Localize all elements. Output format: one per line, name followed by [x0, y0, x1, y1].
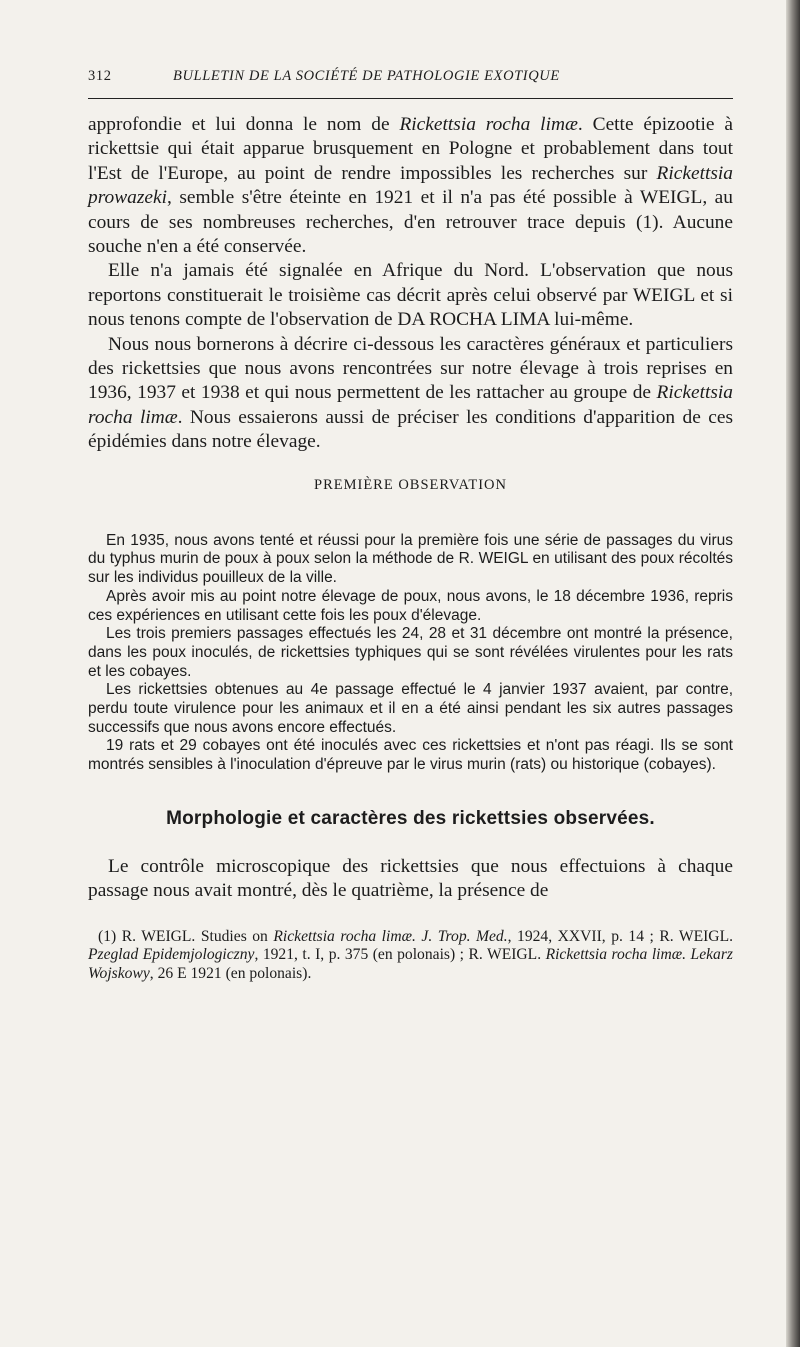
header-rule	[88, 98, 733, 99]
page-number: 312	[88, 68, 112, 84]
running-head	[88, 68, 733, 94]
species-name: Rickettsia prowazeki	[88, 162, 733, 209]
footnote: (1) R. WEIGL. Studies on Rickettsia rocha limæ. J. Trop. Med., 1924, XXVII, p. 14 ; R. WEIGL. Pzeglad Epidemjologiczny, 1921, t. I, p. 375 (en polonais) ; R. WEIGL. Rickettsia rocha limæ. Lekarz Wojskowy, 26 E 1921 (en polonais).	[88, 927, 733, 982]
journal-title: BULLETIN DE LA SOCIÉTÉ DE PATHOLOGIE EXOTIQUE	[173, 68, 560, 84]
page-body	[88, 113, 733, 983]
book-spine-edge	[786, 0, 800, 1347]
footnotes	[88, 928, 733, 984]
observation-block	[88, 532, 733, 775]
observation-paragraph: Après avoir mis au point notre élevage de poux, nous avons, le 18 décembre 1936, repris ces expériences en utilisant cette fois les poux d'élevage.	[88, 587, 733, 624]
species-name: Rickettsia rocha limæ	[399, 114, 578, 135]
observation-paragraph: Les rickettsies obtenues au 4e passage effectué le 4 janvier 1937 avaient, par contre, perdu toute virulence pour les animaux et il en a été ainsi pendant les six autres passages successifs que nous avons encore effectués.	[88, 681, 733, 736]
observation-paragraph: En 1935, nous avons tenté et réussi pour la première fois une série de passages du virus du typhus murin de poux à poux selon la méthode de R. WEIGL en utilisant des poux récoltés sur les individus pouilleux de la ville.	[88, 531, 733, 587]
observation-paragraph: 19 rats et 29 cobayes ont été inoculés avec ces rickettsies et n'ont pas réagi. Ils se sont montrés sensibles à l'inoculation d'épreuve par le virus murin (rats) ou historique (cobayes).	[88, 737, 733, 774]
closing-paragraph: Le contrôle microscopique des rickettsies que nous effectuions à chaque passage nous avait montré, dès le quatrième, la présence de	[88, 855, 733, 902]
species-name: Rickettsia rocha limæ	[88, 382, 733, 428]
paragraph-1: approfondie et lui donna le nom de Rickettsia rocha limæ. Cette épizootie à rickettsie qui était apparue brusquement en Pologne et probablement dans tout l'Est de l'Europe, au point de rendre impossibles les recherches sur Rickettsia prowazeki, semble s'être éteinte en 1921 et il n'a pas été possible à WEIGL, au cours de ses nombreuses recherches, d'en retrouver trace depuis (1). Aucune souche n'en a été conservée.	[88, 114, 733, 258]
paragraph-3: Nous nous bornerons à décrire ci-dessous les caractères généraux et particuliers des rickettsies que nous avons rencontrées sur notre élevage à trois reprises en 1936, 1937 et 1938 et qui nous permettent de les rattacher au groupe de Rickettsia rocha limæ. Nous essaierons aussi de préciser les conditions d'apparition de ces épidémies dans notre élevage.	[88, 333, 733, 453]
paragraph-2: Elle n'a jamais été signalée en Afrique du Nord. L'observation que nous reportons constituerait le troisième cas décrit après celui observé par WEIGL et si nous tenons compte de l'observation de DA ROCHA LIMA lui-même.	[88, 260, 733, 331]
subheading: PREMIÈRE OBSERVATION	[314, 476, 507, 493]
section-title: Morphologie et caractères des rickettsies observées.	[166, 807, 655, 829]
observation-paragraph: Les trois premiers passages effectués les 24, 28 et 31 décembre ont montré la présence, dans les poux inoculés, de rickettsies typhiques qui se sont révélées virulentes pour les rats et les cobayes.	[88, 625, 733, 680]
